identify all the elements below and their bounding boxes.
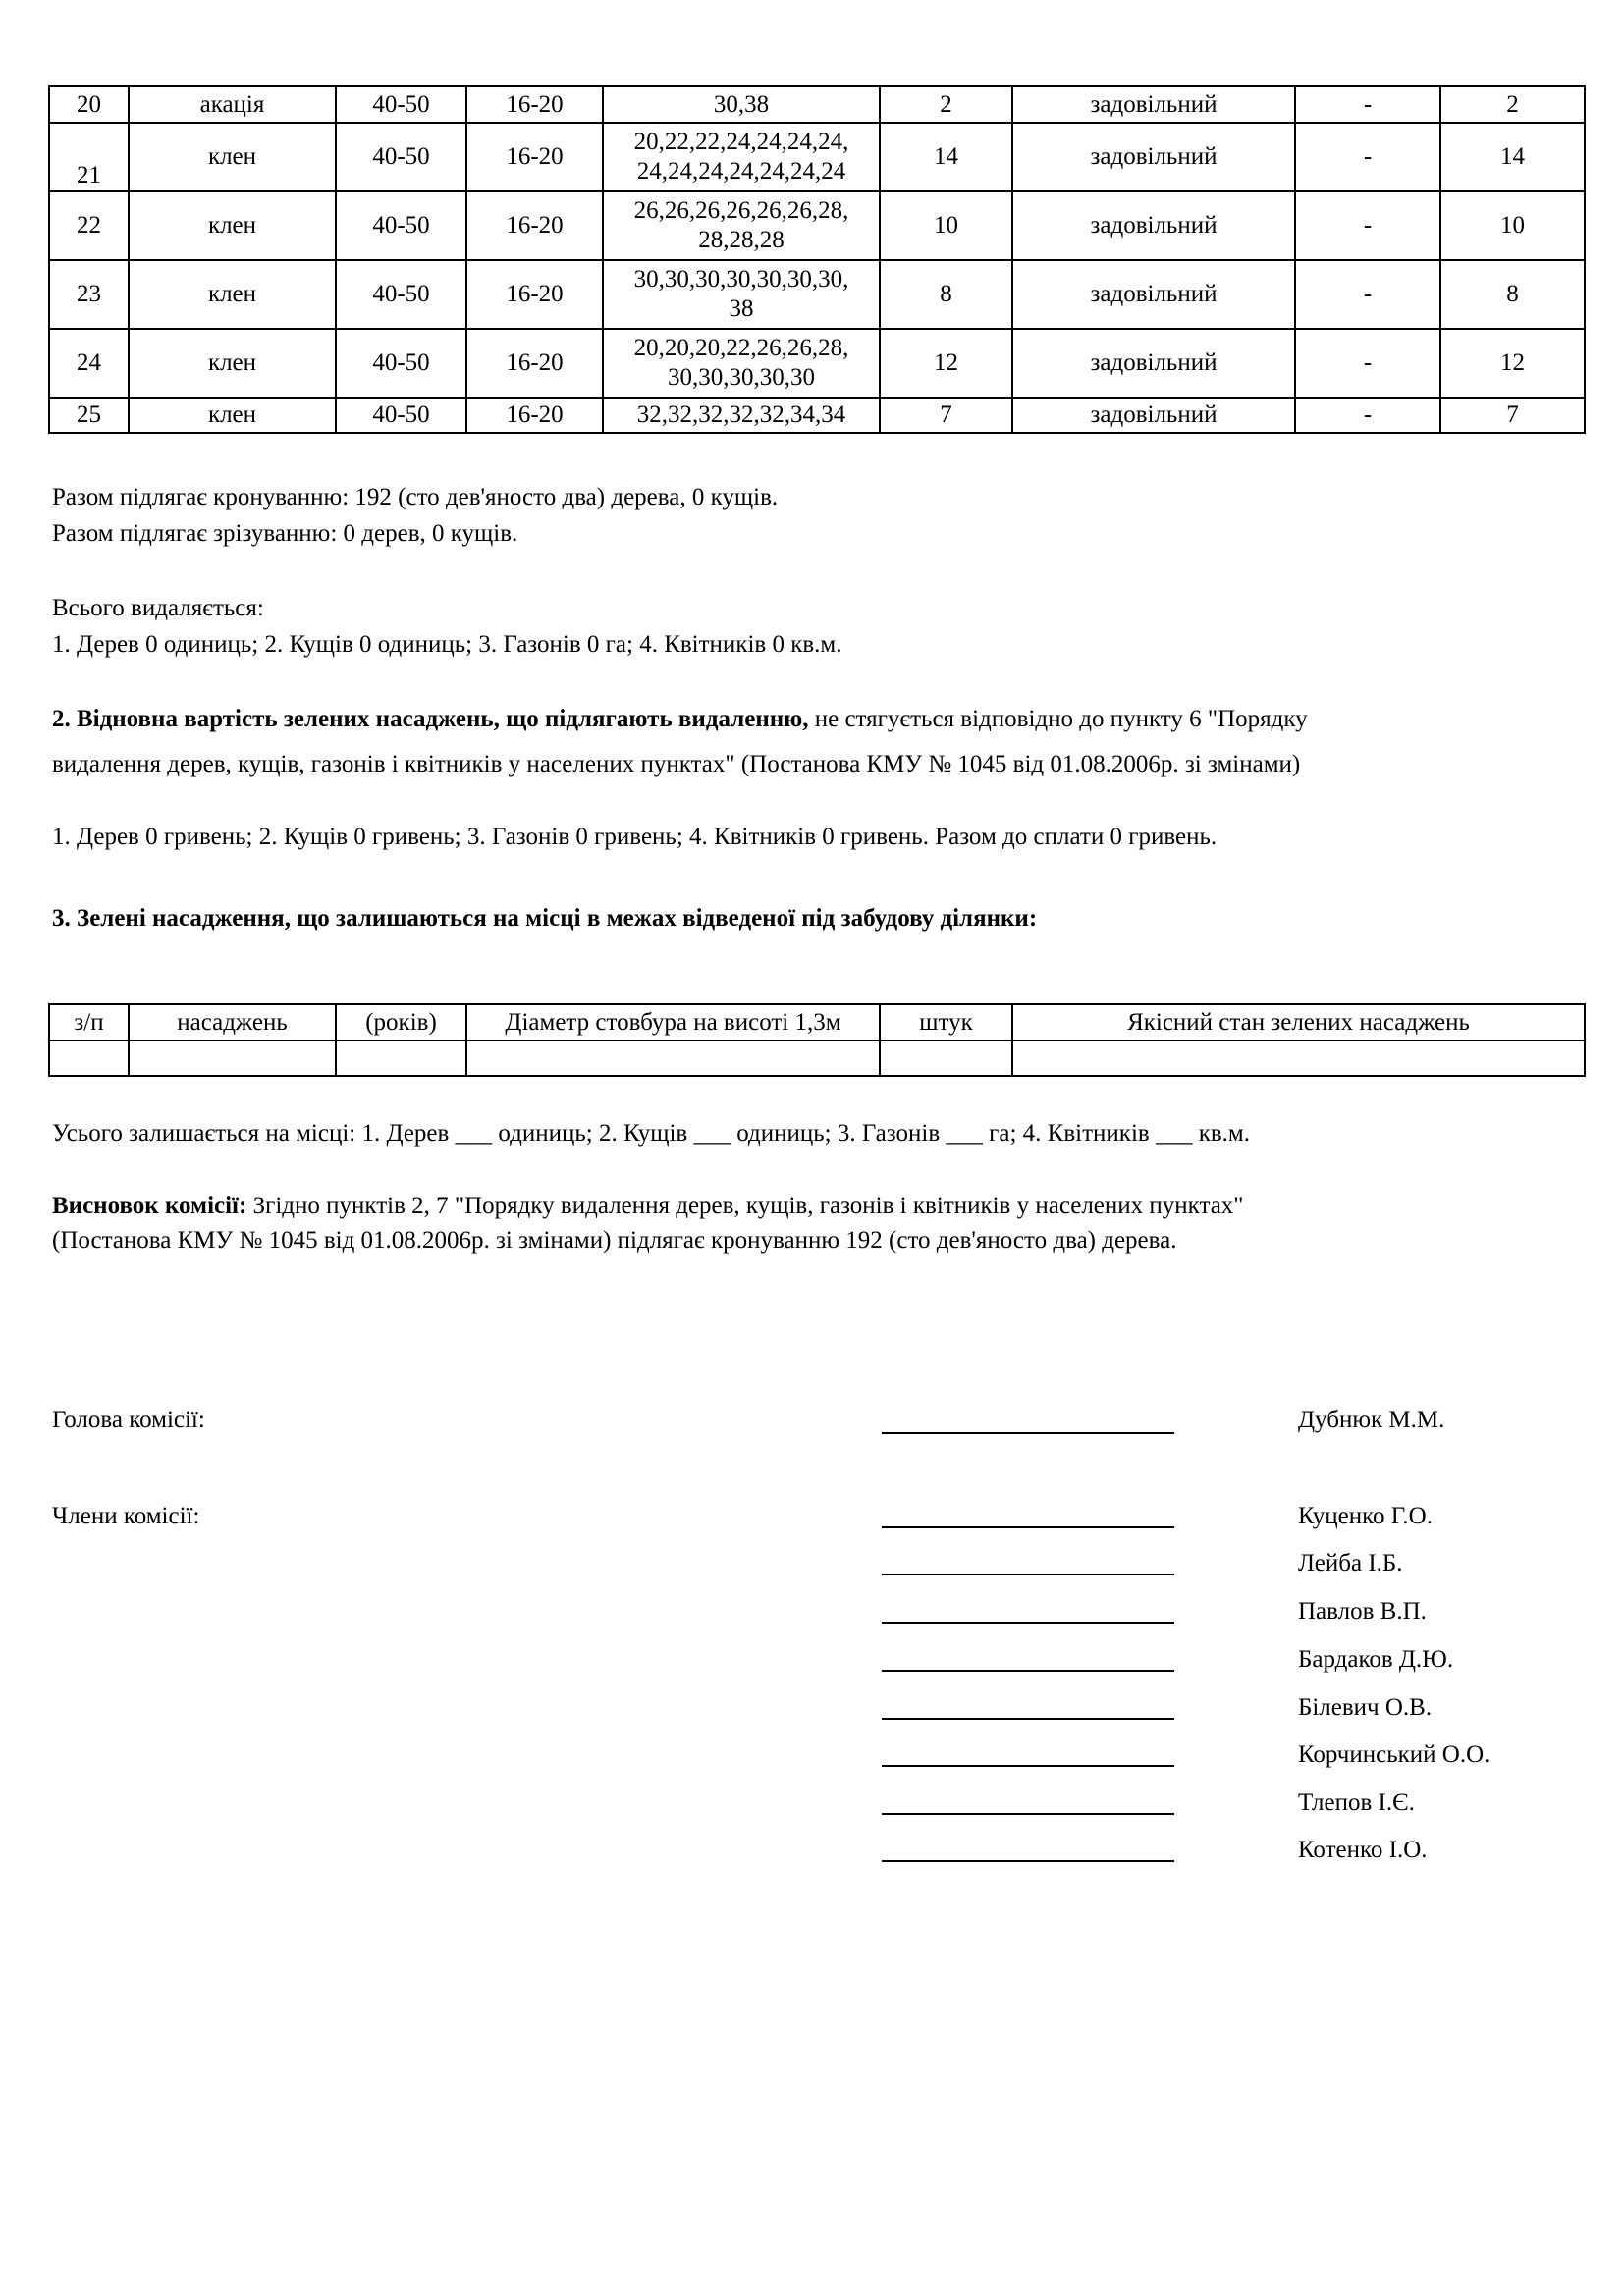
trees-table [48, 85, 1586, 434]
row-number: 20 [49, 86, 129, 123]
species-cell: клен [129, 398, 336, 433]
diameter-line: 30,30,30,30,30,30,30, [633, 266, 849, 293]
diameter-cell [603, 86, 880, 123]
count-cell: 14 [880, 123, 1012, 191]
height-cell: 16-20 [466, 86, 603, 123]
table-row [49, 1041, 1585, 1076]
empty-cell [880, 1041, 1012, 1076]
remove-cell: - [1295, 86, 1440, 123]
cutting-total: Разом підлягає зрізуванню: 0 дерев, 0 кущів. [52, 520, 518, 547]
crown-cell: 14 [1440, 123, 1585, 191]
crown-cell: 12 [1440, 329, 1585, 398]
table-row [49, 329, 1585, 398]
member-name: Куценко Г.О. [1298, 1503, 1433, 1529]
table-header-row [49, 1004, 1585, 1041]
removed-items: 1. Дерев 0 одиниць; 2. Кущів 0 одиниць; 3. Газонів 0 га; 4. Квітників 0 кв.м. [52, 631, 842, 658]
remaining-summary: Усього залишається на місці: 1. Дерев ___ одиниць; 2. Кущів ___ одиниць; 3. Газонів ___ га; 4. Квітників ___ кв.м. [52, 1120, 1250, 1147]
height-cell: 16-20 [466, 329, 603, 398]
signature-line [882, 1594, 1174, 1624]
age-cell: 40-50 [336, 191, 466, 260]
count-cell: 10 [880, 191, 1012, 260]
chair-name: Дубнюк М.М. [1298, 1407, 1445, 1433]
row-number: 24 [49, 329, 129, 398]
age-cell: 40-50 [336, 260, 466, 329]
conclusion-line2: (Постанова КМУ № 1045 від 01.08.2006р. зі змінами) підлягає кронуванню 192 (сто дев'яносто два) дерева. [52, 1227, 1177, 1254]
remove-cell: - [1295, 260, 1440, 329]
empty-cell [49, 1041, 129, 1076]
column-header: штук [880, 1004, 1012, 1041]
column-header: Якісний стан зелених насаджень [1012, 1004, 1585, 1041]
member-name: Павлов В.П. [1298, 1598, 1427, 1625]
section2-text: не стягується відповідно до пункту 6 "Порядку [808, 706, 1308, 732]
signature-line [882, 1737, 1174, 1767]
species-cell: клен [129, 329, 336, 398]
diameter-line: 20,22,22,24,24,24,24, [633, 129, 849, 155]
diameter-line: 24,24,24,24,24,24,24 [636, 158, 846, 185]
diameter-line: 38 [729, 295, 754, 322]
state-cell: задовільний [1012, 123, 1295, 191]
section2-paragraph [52, 705, 1308, 734]
count-cell: 8 [880, 260, 1012, 329]
count-cell: 12 [880, 329, 1012, 398]
member-name: Лейба І.Б. [1298, 1550, 1403, 1576]
species-cell: клен [129, 191, 336, 260]
age-cell: 40-50 [336, 329, 466, 398]
table-row [49, 260, 1585, 329]
table-row [49, 86, 1585, 123]
diameter-line: 32,32,32,32,32,34,34 [636, 401, 846, 428]
member-name: Білевич О.В. [1298, 1694, 1433, 1721]
diameter-line: 28,28,28 [698, 227, 785, 253]
table-row [49, 123, 1585, 191]
section2-heading: 2. Відновна вартість зелених насаджень, що підлягають видаленню, [52, 706, 809, 732]
signature-line [882, 1405, 1174, 1434]
member-name: Котенко І.О. [1298, 1837, 1428, 1863]
empty-cell [466, 1041, 880, 1076]
diameter-cell [603, 260, 880, 329]
remove-cell: - [1295, 398, 1440, 433]
remaining-table [48, 1003, 1586, 1077]
conclusion-heading: Висновок комісії: [52, 1193, 247, 1219]
diameter-line: 30,30,30,30,30 [668, 364, 815, 391]
remove-cell: - [1295, 191, 1440, 260]
signature-line [882, 1786, 1174, 1815]
member-name: Бардаков Д.Ю. [1298, 1646, 1454, 1673]
remove-cell: - [1295, 123, 1440, 191]
crown-cell: 2 [1440, 86, 1585, 123]
species-cell: клен [129, 123, 336, 191]
members-label: Члени комісії: [52, 1503, 200, 1529]
section2-line2: видалення дерев, кущів, газонів і квітників у населених пунктах" (Постанова КМУ № 1045 від 01.08.2006р. зі змінами) [52, 751, 1301, 777]
section2-costs: 1. Дерев 0 гривень; 2. Кущів 0 гривень; 3. Газонів 0 гривень; 4. Квітників 0 гривень. Разом до сплати 0 гривень. [52, 824, 1218, 850]
signature-line [882, 1546, 1174, 1575]
table-row [49, 191, 1585, 260]
row-number: 21 [49, 123, 129, 191]
count-cell: 2 [880, 86, 1012, 123]
age-cell: 40-50 [336, 398, 466, 433]
column-header: з/п [49, 1004, 129, 1041]
diameter-line: 30,38 [713, 90, 770, 118]
state-cell: задовільний [1012, 329, 1295, 398]
diameter-cell [603, 398, 880, 433]
column-header: насаджень [129, 1004, 336, 1041]
column-header: Діаметр стовбура на висоті 1,3м [466, 1004, 880, 1041]
count-cell: 7 [880, 398, 1012, 433]
crown-cell: 8 [1440, 260, 1585, 329]
diameter-cell [603, 191, 880, 260]
height-cell: 16-20 [466, 398, 603, 433]
remove-cell: - [1295, 329, 1440, 398]
member-name: Тлепов І.Є. [1298, 1789, 1415, 1816]
height-cell: 16-20 [466, 123, 603, 191]
signature-line [882, 1833, 1174, 1862]
diameter-line: 20,20,20,22,26,26,28, [633, 335, 849, 361]
table-row [49, 398, 1585, 433]
height-cell: 16-20 [466, 260, 603, 329]
state-cell: задовільний [1012, 86, 1295, 123]
age-cell: 40-50 [336, 86, 466, 123]
crown-cell: 7 [1440, 398, 1585, 433]
state-cell: задовільний [1012, 260, 1295, 329]
crowning-total: Разом підлягає кронуванню: 192 (сто дев'яносто два) дерева, 0 кущів. [52, 484, 779, 510]
empty-cell [129, 1041, 336, 1076]
state-cell: задовільний [1012, 191, 1295, 260]
empty-cell [1012, 1041, 1585, 1076]
species-cell: клен [129, 260, 336, 329]
row-number: 25 [49, 398, 129, 433]
signature-line [882, 1690, 1174, 1720]
species-cell: акація [129, 86, 336, 123]
empty-cell [336, 1041, 466, 1076]
diameter-cell [603, 123, 880, 191]
height-cell: 16-20 [466, 191, 603, 260]
conclusion-text: Згідно пунктів 2, 7 "Порядку видалення дерев, кущів, газонів і квітників у населених пунктах" [246, 1193, 1244, 1219]
removed-heading: Всього видаляється: [52, 595, 264, 621]
row-number: 23 [49, 260, 129, 329]
diameter-line: 26,26,26,26,26,26,28, [633, 197, 849, 224]
column-header: (років) [336, 1004, 466, 1041]
row-number: 22 [49, 191, 129, 260]
diameter-cell [603, 329, 880, 398]
chair-label: Голова комісії: [52, 1407, 205, 1433]
state-cell: задовільний [1012, 398, 1295, 433]
conclusion-paragraph [52, 1192, 1244, 1221]
section3-title: 3. Зелені насадження, що залишаються на місці в межах відведеної під забудову ділянки: [52, 905, 1038, 932]
age-cell: 40-50 [336, 123, 466, 191]
member-name: Корчинський О.О. [1298, 1741, 1490, 1768]
signature-line [882, 1499, 1174, 1528]
signature-line [882, 1642, 1174, 1672]
crown-cell: 10 [1440, 191, 1585, 260]
